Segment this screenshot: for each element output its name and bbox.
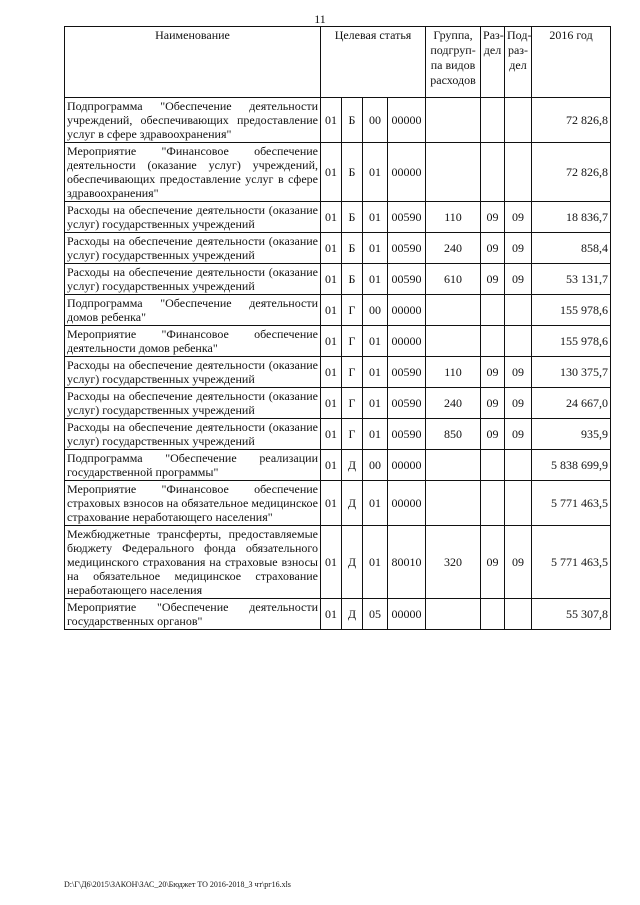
subsection-cell: 09 [505, 202, 532, 233]
subsection-cell: 09 [505, 526, 532, 599]
subsection-cell: 09 [505, 388, 532, 419]
group-cell: 110 [426, 202, 481, 233]
table-row [65, 357, 611, 388]
table-row [65, 202, 611, 233]
target-code-1-cell: 01 [321, 143, 342, 202]
table-row [65, 419, 611, 450]
table-row [65, 98, 611, 143]
amount-cell: 858,4 [532, 233, 611, 264]
target-code-3-cell: 01 [363, 419, 388, 450]
table-row [65, 233, 611, 264]
section-cell: 09 [481, 233, 505, 264]
amount-cell: 935,9 [532, 419, 611, 450]
target-code-2-cell: Б [342, 202, 363, 233]
table-row [65, 143, 611, 202]
target-code-1-cell: 01 [321, 98, 342, 143]
target-code-1-cell: 01 [321, 233, 342, 264]
page-number: 11 [314, 12, 326, 26]
target-code-1-cell: 01 [321, 599, 342, 630]
subsection-cell [505, 143, 532, 202]
target-code-1-cell: 01 [321, 450, 342, 481]
group-cell [426, 143, 481, 202]
amount-cell: 53 131,7 [532, 264, 611, 295]
amount-cell: 155 978,6 [532, 295, 611, 326]
target-code-3-cell: 05 [363, 599, 388, 630]
table-body [65, 98, 611, 630]
target-code-3-cell: 00 [363, 450, 388, 481]
group-cell: 240 [426, 388, 481, 419]
row-name-cell: Мероприятие "Финансовое обеспечение страховых взносов на обязательное медицинское страхование неработающего населения" [65, 481, 321, 526]
target-code-4-cell: 00590 [388, 419, 426, 450]
subsection-cell [505, 599, 532, 630]
table-row [65, 599, 611, 630]
target-code-2-cell: Б [342, 233, 363, 264]
target-code-3-cell: 00 [363, 98, 388, 143]
group-cell: 610 [426, 264, 481, 295]
target-code-4-cell: 00000 [388, 143, 426, 202]
target-code-4-cell: 00000 [388, 481, 426, 526]
target-code-1-cell: 01 [321, 326, 342, 357]
row-name-cell: Подпрограмма "Обеспечение реализации государственной программы" [65, 450, 321, 481]
header-subsection: Под-раз-дел [505, 27, 532, 98]
target-code-4-cell: 00000 [388, 98, 426, 143]
row-name-cell: Расходы на обеспечение деятельности (оказание услуг) государственных учреждений [65, 233, 321, 264]
table-row [65, 526, 611, 599]
target-code-2-cell: Б [342, 143, 363, 202]
row-name-cell: Расходы на обеспечение деятельности (оказание услуг) государственных учреждений [65, 202, 321, 233]
target-code-3-cell: 01 [363, 233, 388, 264]
target-code-3-cell: 01 [363, 481, 388, 526]
header-section: Раз-дел [481, 27, 505, 98]
group-cell: 850 [426, 419, 481, 450]
subsection-cell [505, 481, 532, 526]
subsection-cell: 09 [505, 264, 532, 295]
section-cell [481, 295, 505, 326]
amount-cell: 72 826,8 [532, 98, 611, 143]
table-row [65, 481, 611, 526]
target-code-3-cell: 01 [363, 388, 388, 419]
group-cell [426, 295, 481, 326]
table-row [65, 264, 611, 295]
target-code-4-cell: 00000 [388, 295, 426, 326]
group-cell [426, 599, 481, 630]
section-cell [481, 481, 505, 526]
row-name-cell: Мероприятие "Обеспечение деятельности государственных органов" [65, 599, 321, 630]
amount-cell: 55 307,8 [532, 599, 611, 630]
target-code-2-cell: Б [342, 264, 363, 295]
row-name-cell: Расходы на обеспечение деятельности (оказание услуг) государственных учреждений [65, 388, 321, 419]
group-cell: 320 [426, 526, 481, 599]
header-target-article: Целевая статья [321, 27, 426, 98]
target-code-2-cell: Д [342, 599, 363, 630]
target-code-4-cell: 00000 [388, 326, 426, 357]
section-cell [481, 599, 505, 630]
target-code-1-cell: 01 [321, 481, 342, 526]
group-cell [426, 481, 481, 526]
section-cell [481, 450, 505, 481]
amount-cell: 5 838 699,9 [532, 450, 611, 481]
row-name-cell: Расходы на обеспечение деятельности (оказание услуг) государственных учреждений [65, 357, 321, 388]
group-cell [426, 326, 481, 357]
subsection-cell [505, 450, 532, 481]
target-code-4-cell: 00590 [388, 264, 426, 295]
table-row [65, 450, 611, 481]
table-header-row [65, 27, 611, 98]
section-cell: 09 [481, 357, 505, 388]
group-cell [426, 98, 481, 143]
amount-cell: 5 771 463,5 [532, 481, 611, 526]
target-code-2-cell: Б [342, 98, 363, 143]
table-row [65, 295, 611, 326]
amount-cell: 72 826,8 [532, 143, 611, 202]
subsection-cell: 09 [505, 233, 532, 264]
header-group: Группа, подгруп-па видов расходов [426, 27, 481, 98]
section-cell: 09 [481, 202, 505, 233]
target-code-1-cell: 01 [321, 526, 342, 599]
section-cell [481, 98, 505, 143]
target-code-1-cell: 01 [321, 388, 342, 419]
target-code-4-cell: 00000 [388, 599, 426, 630]
target-code-3-cell: 01 [363, 526, 388, 599]
target-code-2-cell: Д [342, 526, 363, 599]
target-code-2-cell: Г [342, 419, 363, 450]
subsection-cell [505, 326, 532, 357]
row-name-cell: Подпрограмма "Обеспечение деятельности учреждений, обеспечивающих предоставление услуг в сфере здравоохранения" [65, 98, 321, 143]
target-code-4-cell: 00590 [388, 233, 426, 264]
target-code-3-cell: 01 [363, 357, 388, 388]
table-row [65, 326, 611, 357]
subsection-cell: 09 [505, 419, 532, 450]
row-name-cell: Расходы на обеспечение деятельности (оказание услуг) государственных учреждений [65, 264, 321, 295]
target-code-1-cell: 01 [321, 202, 342, 233]
subsection-cell [505, 295, 532, 326]
section-cell: 09 [481, 526, 505, 599]
file-path-footer: D:\Г\Д6\2015\ЗАКОН\ЗАС_20\Бюджет ТО 2016-2018_3 чт\рг16.xls [64, 880, 291, 889]
group-cell: 110 [426, 357, 481, 388]
target-code-2-cell: Д [342, 481, 363, 526]
budget-table [64, 26, 611, 630]
table-row [65, 388, 611, 419]
target-code-2-cell: Г [342, 388, 363, 419]
target-code-4-cell: 00590 [388, 357, 426, 388]
target-code-1-cell: 01 [321, 357, 342, 388]
target-code-3-cell: 00 [363, 295, 388, 326]
target-code-2-cell: Г [342, 295, 363, 326]
target-code-4-cell: 80010 [388, 526, 426, 599]
amount-cell: 18 836,7 [532, 202, 611, 233]
target-code-1-cell: 01 [321, 295, 342, 326]
amount-cell: 5 771 463,5 [532, 526, 611, 599]
target-code-3-cell: 01 [363, 264, 388, 295]
section-cell: 09 [481, 388, 505, 419]
target-code-2-cell: Д [342, 450, 363, 481]
amount-cell: 130 375,7 [532, 357, 611, 388]
row-name-cell: Расходы на обеспечение деятельности (оказание услуг) государственных учреждений [65, 419, 321, 450]
target-code-4-cell: 00590 [388, 388, 426, 419]
target-code-3-cell: 01 [363, 143, 388, 202]
group-cell: 240 [426, 233, 481, 264]
amount-cell: 24 667,0 [532, 388, 611, 419]
section-cell: 09 [481, 264, 505, 295]
target-code-4-cell: 00590 [388, 202, 426, 233]
amount-cell: 155 978,6 [532, 326, 611, 357]
subsection-cell [505, 98, 532, 143]
section-cell [481, 143, 505, 202]
subsection-cell: 09 [505, 357, 532, 388]
row-name-cell: Подпрограмма "Обеспечение деятельности домов ребенка" [65, 295, 321, 326]
row-name-cell: Мероприятие "Финансовое обеспечение деятельности домов ребенка" [65, 326, 321, 357]
row-name-cell: Мероприятие "Финансовое обеспечение деятельности (оказание услуг) учреждений, обеспечивающих предоставление услуг в сфере здравоохранения" [65, 143, 321, 202]
target-code-2-cell: Г [342, 357, 363, 388]
target-code-1-cell: 01 [321, 419, 342, 450]
target-code-3-cell: 01 [363, 326, 388, 357]
target-code-2-cell: Г [342, 326, 363, 357]
section-cell: 09 [481, 419, 505, 450]
header-name: Наименование [65, 27, 321, 98]
target-code-4-cell: 00000 [388, 450, 426, 481]
target-code-1-cell: 01 [321, 264, 342, 295]
target-code-3-cell: 01 [363, 202, 388, 233]
section-cell [481, 326, 505, 357]
group-cell [426, 450, 481, 481]
header-year: 2016 год [532, 27, 611, 98]
row-name-cell: Межбюджетные трансферты, предоставляемые бюджету Федерального фонда обязательного медицинского страхования на страховые взносы на обязательное медицинское страхование неработающего населения [65, 526, 321, 599]
